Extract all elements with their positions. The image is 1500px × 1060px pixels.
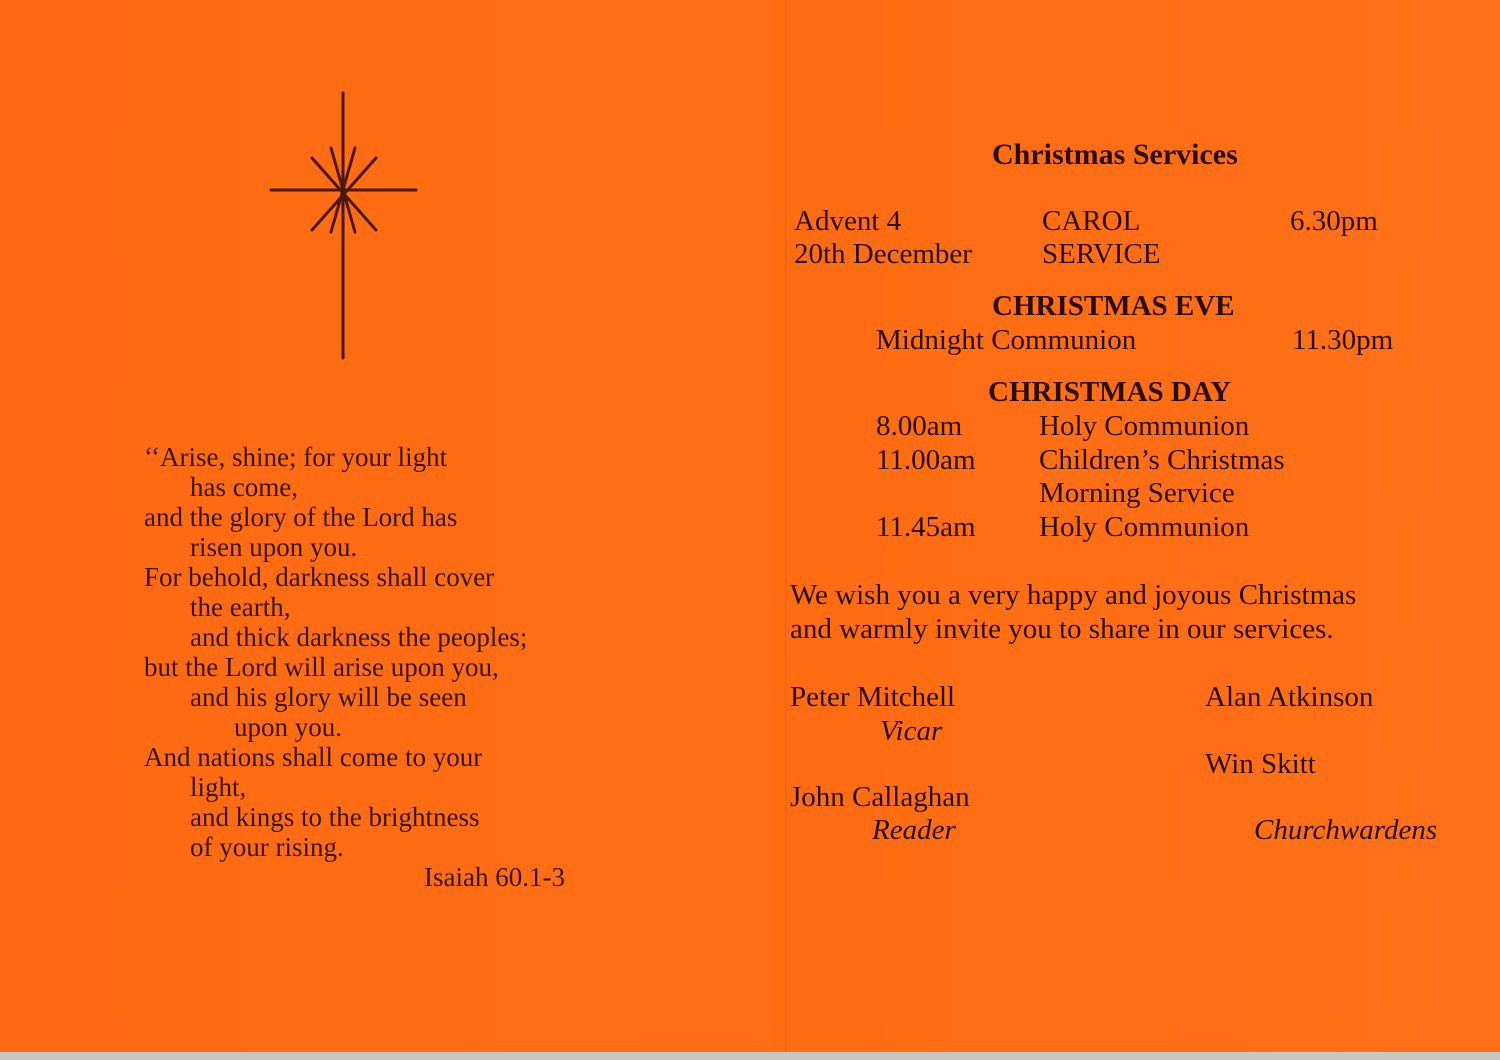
card-fold [785, 0, 787, 1060]
reader-name: John Callaghan [790, 781, 970, 813]
verse-line: ‘‘Arise, shine; for your light [144, 442, 448, 472]
carol-service-line2: SERVICE [1042, 238, 1161, 270]
vicar-role: Vicar [880, 715, 943, 747]
verse-line: and kings to the brightness [190, 802, 480, 832]
scripture-citation: Isaiah 60.1-3 [424, 862, 565, 892]
christmas-day-service: Children’s Christmas [1039, 444, 1285, 476]
christmas-day-time: 8.00am [876, 410, 963, 442]
reader-role: Reader [872, 814, 956, 846]
christmas-day-time: 11.45am [876, 511, 976, 543]
verse-line: the earth, [190, 592, 291, 622]
advent-day: Advent 4 [794, 205, 902, 237]
verse-line: of your rising. [190, 832, 344, 862]
scripture-verse [144, 442, 527, 862]
services-title: Christmas Services [992, 138, 1238, 171]
card-bottom-edge [0, 1052, 1500, 1060]
verse-line: light, [190, 772, 247, 802]
midnight-communion-time: 11.30pm [1292, 324, 1394, 356]
verse-line: has come, [190, 472, 298, 502]
midnight-communion-label: Midnight Communion [876, 324, 1137, 356]
verse-line: but the Lord will arise upon you, [144, 652, 499, 682]
verse-line: and thick darkness the peoples; [190, 622, 528, 652]
greeting-line-2: and warmly invite you to share in our services. [790, 613, 1334, 645]
vicar-name: Peter Mitchell [790, 681, 956, 713]
churchwardens-role: Churchwardens [1254, 814, 1438, 846]
verse-line: And nations shall come to your [144, 742, 483, 772]
verse-line: risen upon you. [190, 532, 358, 562]
christmas-day-service: Holy Communion [1039, 410, 1250, 442]
carol-service-line1: CAROL [1042, 205, 1141, 237]
verse-line: and the glory of the Lord has [144, 502, 458, 532]
christmas-day-time: 11.00am [876, 444, 976, 476]
carol-service-time: 6.30pm [1290, 205, 1378, 237]
christmas-day-heading: CHRISTMAS DAY [988, 376, 1232, 408]
christmas-day-service: Holy Communion [1039, 511, 1250, 543]
churchwarden-name: Win Skitt [1205, 748, 1316, 780]
verse-line: and his glory will be seen [190, 682, 467, 712]
churchwarden-name: Alan Atkinson [1205, 681, 1374, 713]
advent-date: 20th December [794, 238, 972, 270]
verse-line: upon you. [234, 712, 342, 742]
verse-line: For behold, darkness shall cover [144, 562, 495, 592]
greeting-line-1: We wish you a very happy and joyous Christmas [790, 579, 1357, 611]
star-of-bethlehem-icon [268, 90, 420, 362]
christmas-day-service: Morning Service [1039, 477, 1235, 509]
christmas-eve-heading: CHRISTMAS EVE [992, 290, 1235, 322]
